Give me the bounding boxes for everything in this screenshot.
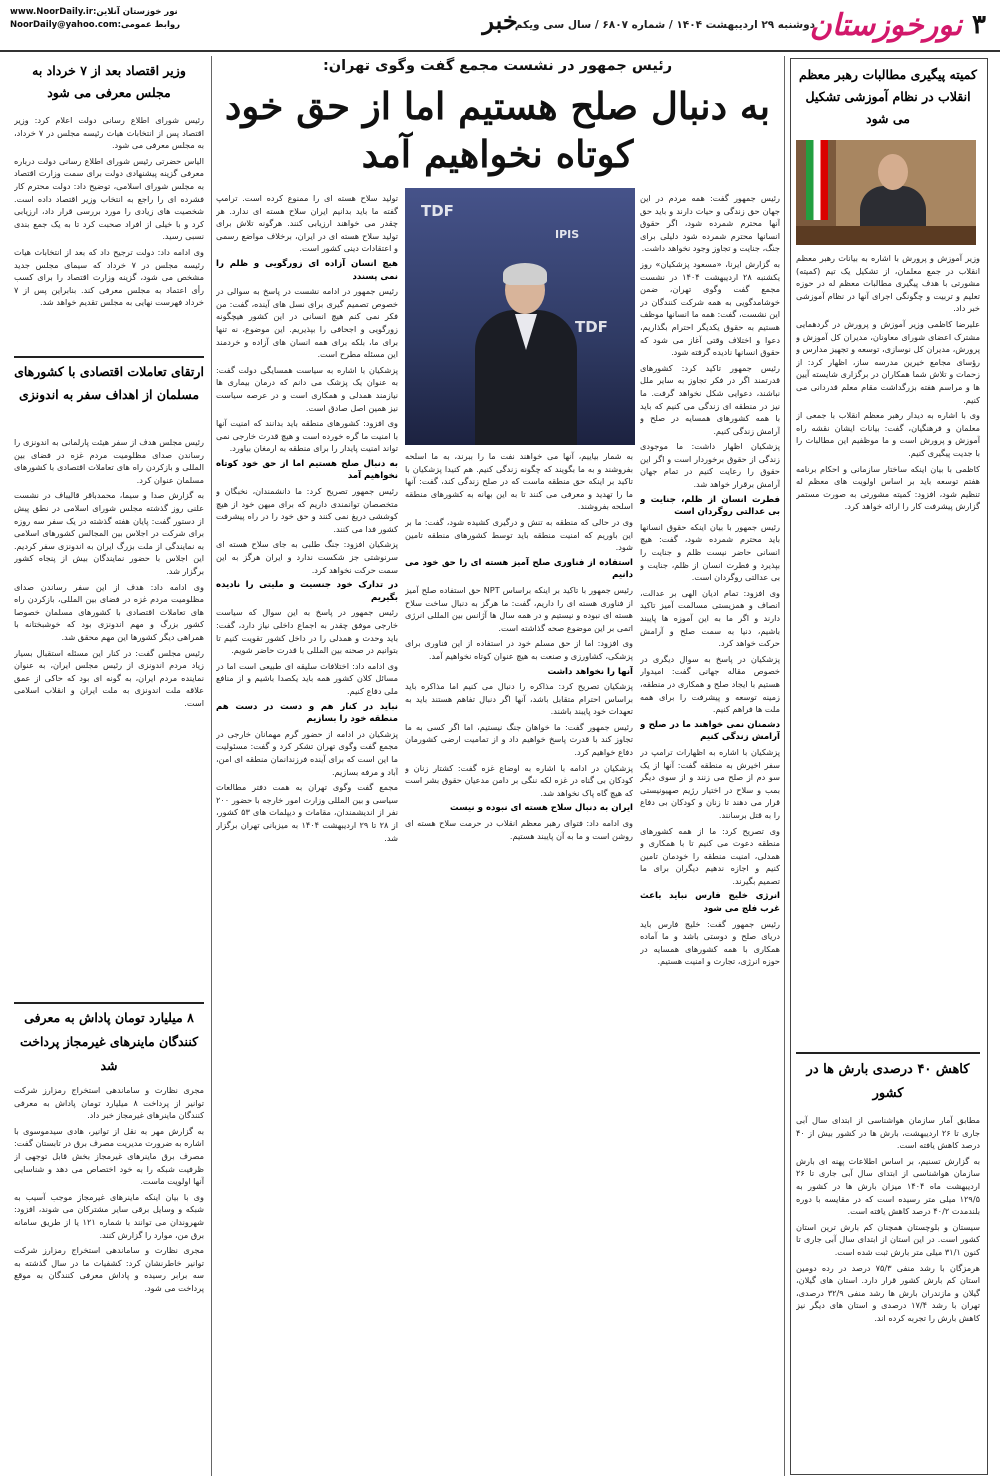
newspaper-logo: نورخوزستان bbox=[809, 7, 963, 43]
right-story-2-body bbox=[796, 1114, 980, 1469]
contact-info bbox=[10, 6, 180, 32]
story-divider bbox=[796, 1052, 980, 1054]
paragraph: وی افزود: تمام ادیان الهی بر عدالت، انصاف و همزیستی مسالمت آمیز تاکید دارند و اگر ما به این آموزه ها پایبند باشیم، دنیا به سمت صلح و آرامش حرکت خواهد کرد. bbox=[640, 587, 780, 649]
left-story-1-body bbox=[14, 114, 204, 352]
president-photo bbox=[405, 188, 635, 445]
paragraph: وزیر آموزش و پرورش با اشاره به بیانات رهبر معظم انقلاب در جمع معلمان، از تشکیل یک تیم (کمیته) مشورتی با هدف پیگیری مطالبات معظم له در حوزه تعلیم و تربیت و چگونگی اجرای آنها در نظام آموزشی خبر داد. bbox=[796, 253, 980, 314]
page-number: ۳ bbox=[972, 10, 986, 40]
subheading: ایران به دنبال سلاح هسته ای نبوده و نیست bbox=[450, 803, 633, 814]
paragraph: وی ادامه داد: اختلافات سلیقه ای طبیعی است اما در مسائل کلان کشور همه باید یکصدا باشیم و از منافع ملی دفاع کنیم. bbox=[216, 660, 398, 696]
story-divider bbox=[14, 1002, 204, 1004]
headline-line-2: کوتاه نخواهیم آمد bbox=[361, 132, 634, 176]
right-story-1-title: کمیته پیگیری مطالبات رهبر معظم انقلاب در نظام آموزشی تشکیل می شود bbox=[799, 67, 977, 126]
paragraph: مجری نظارت و ساماندهی استخراج رمزارز شرکت توانیر از پرداخت ۸ میلیارد تومان پاداش به معرفی کنندگان ماینرهای غیرمجاز خبر داد. bbox=[14, 1085, 204, 1121]
main-column-1 bbox=[640, 192, 780, 1477]
paragraph: رئیس جمهور تصریح کرد: ما دانشمندان، نخبگان و متخصصان توانمندی داریم که برای میهن خود از هیچ کوششی دریغ نمی کنند و حق خود را در راه پیشرفت کشور فدا می کنند. bbox=[216, 486, 398, 534]
paragraph: کاظمی با بیان اینکه ساختار سازمانی و احکام برنامه هفتم توسعه باید بر اساس اولویت های معظم له تنظیم شود، افزود: کمیته مشورتی به صورت مستمر گزارش پیشرفت کار را ارائه خواهد کرد. bbox=[796, 463, 980, 512]
paragraph: الیاس حضرتی رئیس شورای اطلاع رسانی دولت درباره معرفی گزینه پیشنهادی دولت برای سمت وزارت اقتصاد به مجلس شورای اسلامی، توضیح داد: دولت محترم کار فشرده ای را راجع به انتخاب وزیر اقتصاد داده است. شخصیت های زیادی را مورد بررسی قرار داد، ارزیابی کرد و با خیلی از افراد صحبت کرد تا به یک جمع بندی نسبی رسید. bbox=[14, 155, 204, 242]
paragraph: سیستان و بلوچستان همچنان کم بارش ترین استان کشور است. در این استان از ابتدای سال آبی جاری تا کنون ۳۱/۱ میلی متر بارش ثبت شده است. bbox=[796, 1221, 980, 1257]
photo-overlay-text: TDF bbox=[421, 202, 454, 220]
paragraph: علیرضا کاظمی وزیر آموزش و پرورش در گردهمایی مشترک اعضای شورای معاونان، مدیران کل آموزش و پرورش، مدیران کل نوسازی، توسعه و تجهیز مدارس و رؤسای مجامع خیرین مدرسه ساز، اظهار کرد: از زحمات و تلاش شما همکاران در برگزاری شایسته آیین ها و مراسم هفته بزرگداشت مقام معلم قدردانی می کنیم. bbox=[796, 318, 980, 405]
subheading: در تدارک خود جنسیت و ملیتی را نادیده بگیریم bbox=[216, 580, 398, 603]
photo-overlay-text: TDF bbox=[575, 318, 608, 336]
paragraph: رئیس جمهور گفت: ما خواهان جنگ نیستیم، اما اگر کسی به ما تجاوز کند با قدرت پاسخ خواهیم داد و از تمامیت ارضی کشورمان دفاع خواهیم کرد. bbox=[405, 721, 633, 758]
subheading: به دنبال صلح هستیم اما از حق خود کوتاه نخواهیم آمد bbox=[216, 458, 398, 482]
paragraph: به گزارش ایرنا، «مسعود پزشکیان» روز یکشنبه ۲۸ اردیبهشت ۱۴۰۴ در نشست مجمع گفت وگوی تهران، ضمن خوشامدگویی به همه شرکت کنندگان در این نشست، گفت: همه ما انسانها موظف هستیم به حقوق یکدیگر احترام بگذاریم، دعوا و اختلاف وقتی آغاز می شود که حقوق انسانها نادیده گرفته شود. bbox=[640, 258, 780, 358]
column-rule bbox=[784, 56, 785, 1476]
paragraph: وی افزود: کشورهای منطقه باید بدانند که امنیت آنها با امنیت ما گره خورده است و هیچ قدرت خارجی نمی تواند امنیت پایدار را برای منطقه به ارمغان بیاورد. bbox=[216, 418, 398, 454]
paragraph: رئیس مجلس هدف از سفر هیئت پارلمانی به اندونزی را رساندن صدای مظلومیت مردم غزه در فضای بین المللی و بازکردن راه های تعاملات اقتصادی با کشورهای مسلمان عنوان کرد. bbox=[14, 437, 204, 485]
paragraph: وی با اشاره به دیدار رهبر معظم انقلاب با جمعی از معلمان و فرهنگیان، گفت: بیانات ایشان نقشه راه آموزش و پرورش است و ما موظفیم این مطالبات را با جدیت پیگیری کنیم. bbox=[796, 410, 980, 458]
masthead bbox=[0, 0, 1000, 52]
subheading: فطرت انسان از ظلم، جنایت و بی عدالتی روگردان است bbox=[640, 494, 780, 518]
paragraph: مجری نظارت و ساماندهی استخراج رمزارز شرکت توانیر خاطرنشان کرد: کشفیات ما در سال گذشته به سه برابر رسیده و پاداش معرفی کنندگان به موقع پرداخت می شود. bbox=[14, 1245, 204, 1293]
paragraph: پزشکیان در پاسخ به سوال دیگری در خصوص مقاله جهانی گفت: امیدوار هستیم با ایجاد صلح و همکاری در منطقه، زمینه توسعه و پیشرفت را برای همه ملت ها فراهم کنیم. bbox=[640, 653, 780, 715]
left-story-1-title: وزیر اقتصاد بعد از ۷ خرداد به مجلس معرفی می شود bbox=[32, 63, 186, 100]
paragraph: مجمع گفت وگوی تهران به همت دفتر مطالعات سیاسی و بین المللی وزارت امور خارجه با حضور ۲۰۰ نفر از اندیشمندان، مقامات و دیپلمات های ۵۳ کشور، از ۲۸ تا ۲۹ اردیبهشت ۱۴۰۴ به میزبانی تهران برگزار شد. bbox=[216, 782, 398, 843]
main-kicker: رئیس جمهور در نشست مجمع گفت وگوی تهران: bbox=[322, 58, 673, 74]
main-column-3 bbox=[216, 192, 398, 1477]
paragraph: رئیس جمهور در ادامه نشست در پاسخ به سوالی در خصوص تصمیم گیری برای نسل های آینده، گفت: من فکر نمی کنم هیچ انسانی در این کشور هیچگونه زورگویی و اجحافی را بپذیریم. این موضوع، نه تنها برای ما، بلکه برای همه انسان های آزاده و خردمند این مسئله مطرح است. bbox=[216, 286, 398, 360]
column-rule bbox=[211, 56, 212, 1476]
paragraph: به گزارش تسنیم، بر اساس اطلاعات پهنه ای بارش سازمان هواشناسی از ابتدای سال آبی جاری تا ۲۶ اردیبهشت ماه ۱۴۰۴ میزان بارش ها در کشور به ۱۲۹/۵ میلی متر رسیده است که در مقایسه با دوره بلندمدت ۴۰/۲ درصد کاهش یافته است. bbox=[796, 1155, 980, 1217]
paragraph: پزشکیان با اشاره به اظهارات ترامپ در سفر اخیرش به منطقه گفت: آنها از یک سو دم از صلح می زنند و از سوی دیگر بمب و سلاح در اختیار رژیم صهیونیستی قرار می دهند تا زنان و کودکان بی دفاع را به قتل برسانند. bbox=[640, 746, 780, 820]
right-story-1-body bbox=[796, 252, 980, 1042]
paragraph: هرمزگان با رشد منفی ۷۵/۳ درصد در رده دومین استان کم بارش کشور قرار دارد. استان های گیلان، گیلان و مازندران بارش ها رشد منفی ۳۲/۹ درصدی، تهران با رشد ۱۷/۴ درصدی و استان های دیگر نیز کاهش بارش را تجربه کرده اند. bbox=[796, 1262, 980, 1323]
headline-line-1: به دنبال صلح هستیم اما از حق خود bbox=[224, 84, 771, 128]
paragraph: رئیس جمهور با بیان اینکه حقوق انسانها باید محترم شمرده شود، گفت: هیچ انسانی حاضر نیست ظلم و جنایت را بپذیرد و فطرت انسان از ظلم، جنایت و بی عدالتی روگردان است. bbox=[640, 521, 780, 583]
paragraph: به گزارش صدا و سیما، محمدباقر قالیباف در نشست علنی روز گذشته مجلس شورای اسلامی در نطق پیش از دستور گفت: پایان هفته گذشته در یک سفر سه روزه برای شرکت در اجلاس بین المجالس کشورهای اسلامی به نمایندگی از ملت بزرگ ایران به اندونزی سفر کردیم. این اجلاس با حضور نمایندگان بیش از پنجاه کشور برگزار شد. bbox=[14, 490, 204, 576]
paragraph: رئیس جمهور با تاکید بر اینکه براساس NPT حق استفاده صلح آمیز از فناوری هسته ای را داریم، گفت: ما هرگز به دنبال ساخت سلاح هسته ای نبوده و نیستیم و در همه سال ها آژانس بین المللی انرژی اتمی بر این موضوع صحه گذاشته است. bbox=[405, 584, 633, 633]
paragraph: وی در حالی که منطقه به تنش و درگیری کشیده شود، گفت: ما بر این باوریم که امنیت منطقه باید توسط کشورهای منطقه تامین شود. bbox=[405, 516, 633, 553]
section-title: خبر bbox=[482, 6, 518, 35]
paragraph: به گزارش مهر به نقل از توانیر، هادی سیدموسوی با اشاره به ضرورت مدیریت مصرف برق در تابستان گفت: مصرف برق ماینرهای غیرمجاز بخش قابل توجهی از ظرفیت شبکه را به خود اختصاص می دهد و شناسایی آنها اولویت ماست. bbox=[14, 1125, 204, 1187]
paragraph: پزشکیان اظهار داشت: ما موجودی زندگی از حقوق برخوردار است و اگر این حقوق را رعایت کنیم در تمام جهان آرامش برقرار خواهد شد. bbox=[640, 441, 780, 490]
main-headline bbox=[215, 82, 780, 178]
paragraph: وی ادامه داد: دولت ترجیح داد که بعد از انتخابات هیات رئیسه مجلس در ۷ خرداد که سیمای مجلس جدید مشخص می شود، گزینه وزارت اقتصاد را برای کسب رأی اعتماد به مجلس معرفی کند. بنابراین پس از ۷ خرداد فهرست نهایی به مجلس تقدیم خواهد شد. bbox=[14, 246, 204, 308]
paragraph: وی تصریح کرد: ما از همه کشورهای منطقه دعوت می کنیم تا با همکاری و همدلی، امنیت منطقه را خودمان تامین کنیم و اجازه ندهیم دیگران برای ما تصمیم بگیرند. bbox=[640, 825, 780, 886]
paragraph: پزشکیان در ادامه از حضور گرم مهمانان خارجی در مجمع گفت وگوی تهران تشکر کرد و گفت: مسئولیت ما این است که برای آینده فرزندانمان منطقه ای امن، آباد و مرفه بسازیم. bbox=[216, 728, 398, 777]
logo-group bbox=[810, 4, 986, 46]
left-story-3-title: ۸ میلیارد تومان پاداش به معرفی کنندگان ماینرهای غیرمجاز پرداخت شد bbox=[19, 1010, 199, 1073]
contact-email[interactable]: روابط عمومی:NoorDaily@yahoo.com bbox=[10, 20, 181, 30]
paragraph: رئیس مجلس گفت: در کنار این مسئله استقبال بسیار زیاد مردم اندونزی از رئیس مجلس ایران، به عنوان نماینده مردم ایران، به گونه ای بود که حاکی از عمق علاقه ملت اندونزی به ملت ایران و انقلاب اسلامی است. bbox=[14, 647, 204, 708]
minister-photo bbox=[796, 140, 976, 245]
paragraph: پزشکیان در ادامه با اشاره به اوضاع غزه گفت: کشتار زنان و کودکان بی گناه در غزه لکه ننگی بر دامن مدعیان حقوق بشر است که هیچ گاه پاک نخواهد شد. bbox=[405, 762, 633, 798]
paragraph: رئیس جمهور گفت: همه مردم در این جهان حق زندگی و حیات دارند و باید حق آنها محترم شمرده شود، اگر حقوق انسانها محترم شمرده شود دلیلی برای جنگ، جنایت و تجاوز وجود نخواهد داشت. bbox=[640, 193, 780, 254]
subheading: نباید در کنار هم و دست در دست هم منطقه خود را بسازیم bbox=[216, 701, 398, 725]
story-divider bbox=[14, 356, 204, 358]
right-story-2-title: کاهش ۴۰ درصدی بارش ها در کشور bbox=[806, 1062, 970, 1101]
subheading: دشمنان نمی خواهند ما در صلح و آرامش زندگی کنیم bbox=[640, 719, 780, 743]
paragraph: مطابق آمار سازمان هواشناسی از ابتدای سال آبی جاری تا ۲۶ اردیبهشت، بارش ها در کشور بیش از ۴۰ درصد کاهش یافته است. bbox=[796, 1115, 980, 1151]
left-story-2-body bbox=[14, 436, 204, 996]
paragraph: رئیس جمهور گفت: خلیج فارس باید دریای صلح و دوستی باشد و ما آماده همکاری با همه کشورهای همسایه در حوزه انرژی، تجارت و امنیت هستیم. bbox=[640, 918, 780, 967]
flag-icon bbox=[806, 140, 828, 220]
contact-website[interactable]: نور خوزستان آنلاین:www.NoorDaily.ir bbox=[10, 7, 178, 17]
paragraph: رئیس جمهور در پاسخ به این سوال که سیاست خارجی موفق چقدر به اجماع داخلی نیاز دارد، گفت: باید وحدت و همدلی را در داخل کشور تقویت کنیم تا بتوانیم در صحنه بین المللی با قدرت حاضر شویم. bbox=[216, 607, 398, 656]
paragraph: پزشکیان با اشاره به سیاست همسایگی دولت گفت: به عنوان یک پزشک می دانم که درمان بیماری ها نیازمند همدلی و همکاری است و در عرصه سیاست نیز همین اصل صادق است. bbox=[216, 364, 398, 413]
paragraph: پزشکیان افزود: جنگ طلبی به جای سلاح هسته ای سرنوشتی جز شکست ندارد و ایران هرگز به این سمت حرکت نخواهد کرد. bbox=[216, 539, 398, 575]
paragraph: تولید سلاح هسته ای را ممنوع کرده است. ترامپ گفته ما باید بدانیم ایران سلاح هسته ای ندارد. هر چقدر می خواهند ارزیابی کنند. هرگونه تلاش برای تولید سلاح هسته ای در ایران، برخلاف مواضع رسمی و اعتقادات دینی کشور است. bbox=[216, 193, 398, 254]
left-story-2-title: ارتقای تعاملات اقتصادی با کشورهای مسلمان از اهداف سفر به اندونزی bbox=[14, 364, 204, 402]
speaker-figure bbox=[471, 266, 581, 445]
main-column-2 bbox=[405, 450, 633, 1477]
subheading: آنها را نخواهد داشت bbox=[547, 666, 633, 677]
subheading: هیچ انسان آزاده ای زورگویی و ظلم را نمی پسندد bbox=[216, 258, 398, 282]
paragraph: وی با بیان اینکه ماینرهای غیرمجاز موجب آسیب به شبکه و وسایل برقی سایر مشترکان می شوند، افزود: شهروندان می توانند با شماره ۱۲۱ یا از طریق سامانه برق من، موارد را گزارش کنند. bbox=[14, 1191, 204, 1240]
paragraph: به شمار بیاییم، آنها می خواهند نفت ما را ببرند، به ما اسلحه بفروشند و به ما بگویند که چگونه زندگی کنیم. هم کنیدا پزشکیان با تاکید بر اینکه حق منطقه ماست که در صلح زندگی کند، گفت: آنها ما را تهدید و معرفی می کنند تا به این بهانه به کشورهای منطقه اسلحه بفروشند. bbox=[405, 451, 633, 512]
subheading: استفاده از فناوری صلح آمیز هسته ای را حق خود می دانیم bbox=[405, 557, 633, 581]
paragraph: رئیس جمهور تاکید کرد: کشورهای قدرتمند اگر در فکر تجاوز به سایر ملل نباشند، دعوایی شکل نخواهد گرفت. ما نیز در منطقه ای زندگی می کنیم که باید با همه کشورهای همسایه در صلح و آرامش زندگی کنیم. bbox=[640, 362, 780, 436]
left-story-3-body bbox=[14, 1084, 204, 1474]
paragraph: رئیس شورای اطلاع رسانی دولت اعلام کرد: وزیر اقتصاد پس از انتخابات هیات رئیسه مجلس در ۷ خرداد، به مجلس معرفی می شود. bbox=[14, 115, 204, 151]
paragraph: وی ادامه داد: هدف از این سفر رساندن صدای مظلومیت مردم غزه در فضای بین المللی، بازکردن راه های تعاملات اقتصادی با کشورهای مسلمان خصوصا کشور بزرگ و مهم اندونزی بود که خوشبختانه با همراهی دیگر کشورها این مهم محقق شد. bbox=[14, 581, 204, 642]
paragraph: وی افزود: اما از حق مسلم خود در استفاده از این فناوری برای پزشکی، کشاورزی و صنعت به هیچ عنوان کوتاه نخواهیم آمد. bbox=[405, 638, 633, 661]
photo-overlay-text: IPIS bbox=[555, 228, 580, 241]
subheading: انرژی خلیج فارس نباید باعث غرب فلج می شود bbox=[640, 891, 780, 915]
paragraph: پزشکیان تصریح کرد: مذاکره را دنبال می کنیم اما مذاکره باید براساس احترام متقابل باشد، آنها اگر دنبال تفاهم هستند باید به تعهدات خود پایبند باشند. bbox=[405, 681, 633, 717]
paragraph: وی ادامه داد: فتوای رهبر معظم انقلاب در حرمت سلاح هسته ای روشن است و ما به آن پایبند هستیم. bbox=[405, 818, 633, 841]
issue-line: دوشنبه ۲۹ اردیبهشت ۱۴۰۴ / شماره ۶۸۰۷ / سال سی ویکم bbox=[514, 19, 815, 31]
